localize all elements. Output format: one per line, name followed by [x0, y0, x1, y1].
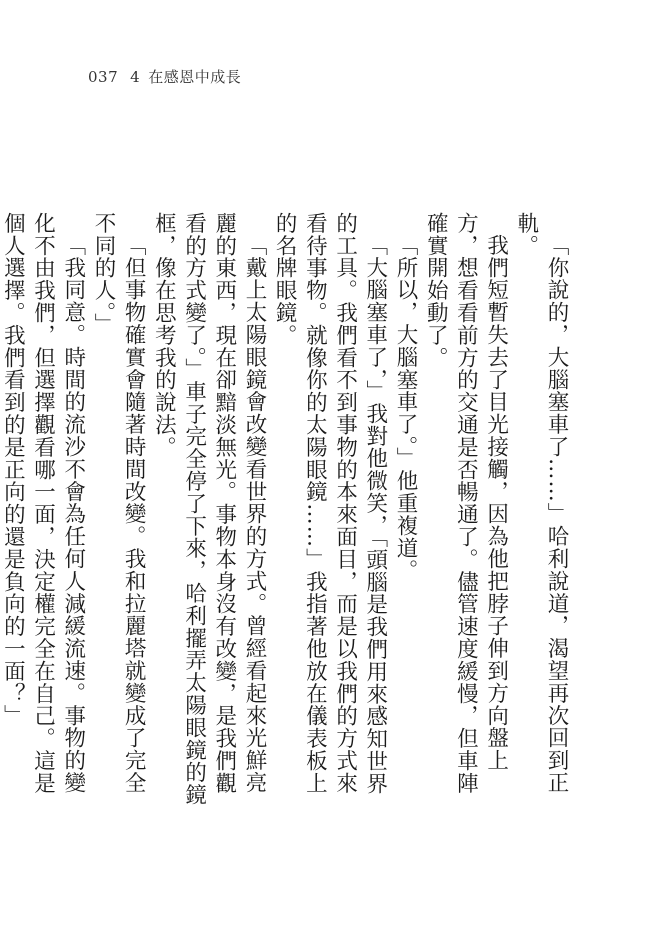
paragraph-7: 「我同意。時間的流沙不會為任何人減緩流速。事物的變化不由我們，但選擇觀看哪一面，決定權完全在自己。這是個人選擇。我們看到的是正向的還是負向的一面？」	[0, 212, 86, 795]
paragraph-5: 「戴上太陽眼鏡會改變看世界的方式。曾經看起來光鮮亮麗的東西，現在卻黯淡無光。事物本身沒有改變，是我們觀看的方式變了。」車子完全停了下來，哈利擺弄太陽眼鏡的鏡框，像在思考我的說法。	[151, 212, 267, 807]
paragraph-3: 「所以，大腦塞車了。」他重複道。	[392, 233, 418, 582]
body-text	[0, 212, 571, 812]
paragraph-2: 我們短暫失去了目光接觸，因為他把脖子伸到方向盤上方，想看看前方的交通是否暢通了。儘管速度緩慢，但車陣確實開始動了。	[423, 212, 509, 795]
chapter-number: 4	[130, 68, 141, 86]
paragraph-1: 「你說的，大腦塞車了……」哈利說道，渴望再次回到正軌。	[513, 212, 569, 794]
page-number: 037	[88, 68, 119, 86]
paragraph-6: 「但事物確實會隨著時間改變。我和拉麗塔就變成了完全不同的人。」	[90, 212, 147, 794]
paragraph-4: 「大腦塞車了，」我對他微笑，「頭腦是我們用來感知世界的工具。我們看不到事物的本來面目，而是以我們的方式來看待事物。就像你的太陽眼鏡……」我指著他放在儀表板上的名牌眼鏡。	[272, 212, 388, 795]
running-header	[88, 66, 241, 87]
chapter-title: 在感恩中成長	[148, 68, 242, 86]
